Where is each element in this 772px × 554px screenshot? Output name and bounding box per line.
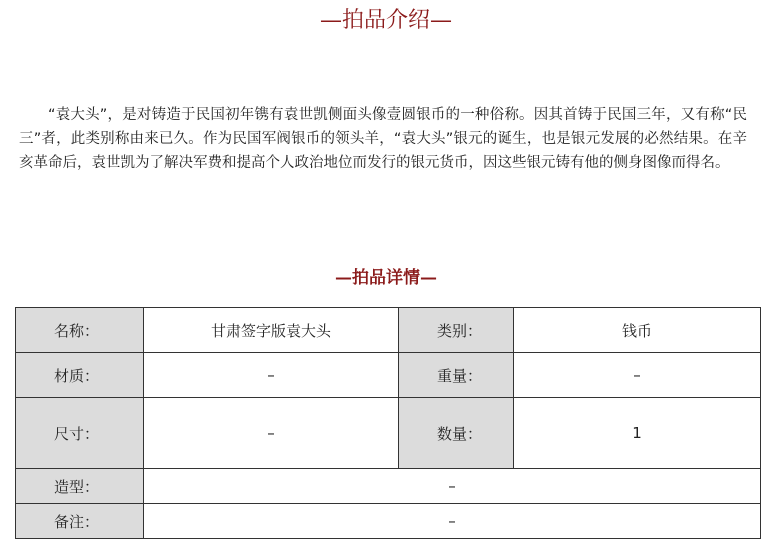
table-row — [16, 504, 761, 539]
material-label: 材质： — [16, 353, 144, 398]
quantity-value: 1 — [514, 398, 761, 469]
name-value: 甘肃签字版袁大头 — [144, 308, 399, 353]
size-value: – — [144, 398, 399, 469]
table-row — [16, 308, 761, 353]
category-value: 钱币 — [514, 308, 761, 353]
details-section-title: —拍品详情— — [335, 268, 437, 288]
size-label: 尺寸： — [16, 398, 144, 469]
intro-section-title: —拍品介绍— — [319, 8, 452, 33]
table-row — [16, 353, 761, 398]
shape-label: 造型： — [16, 469, 144, 504]
category-label: 类别： — [399, 308, 514, 353]
remarks-value: – — [144, 504, 761, 539]
intro-paragraph: “袁大头”，是对铸造于民国初年镌有袁世凯侧面头像壹圆银币的一种俗称。因其首铸于民国三年，又有称“民三”者，此类别称由来已久。作为民国军阀银币的领头羊，“袁大头”银元的诞生，也是银元发展的必然结果。在辛亥革命后，袁世凯为了解决军费和提高个人政治地位而发行的银元货币，因这些银元铸有他的侧身图像而得名。 — [19, 107, 747, 171]
quantity-label: 数量： — [399, 398, 514, 469]
material-value: – — [144, 353, 399, 398]
details-table — [15, 307, 761, 539]
weight-value: – — [514, 353, 761, 398]
name-label: 名称： — [16, 308, 144, 353]
remarks-label: 备注： — [16, 504, 144, 539]
shape-value: – — [144, 469, 761, 504]
table-row — [16, 398, 761, 469]
table-row — [16, 469, 761, 504]
weight-label: 重量： — [399, 353, 514, 398]
